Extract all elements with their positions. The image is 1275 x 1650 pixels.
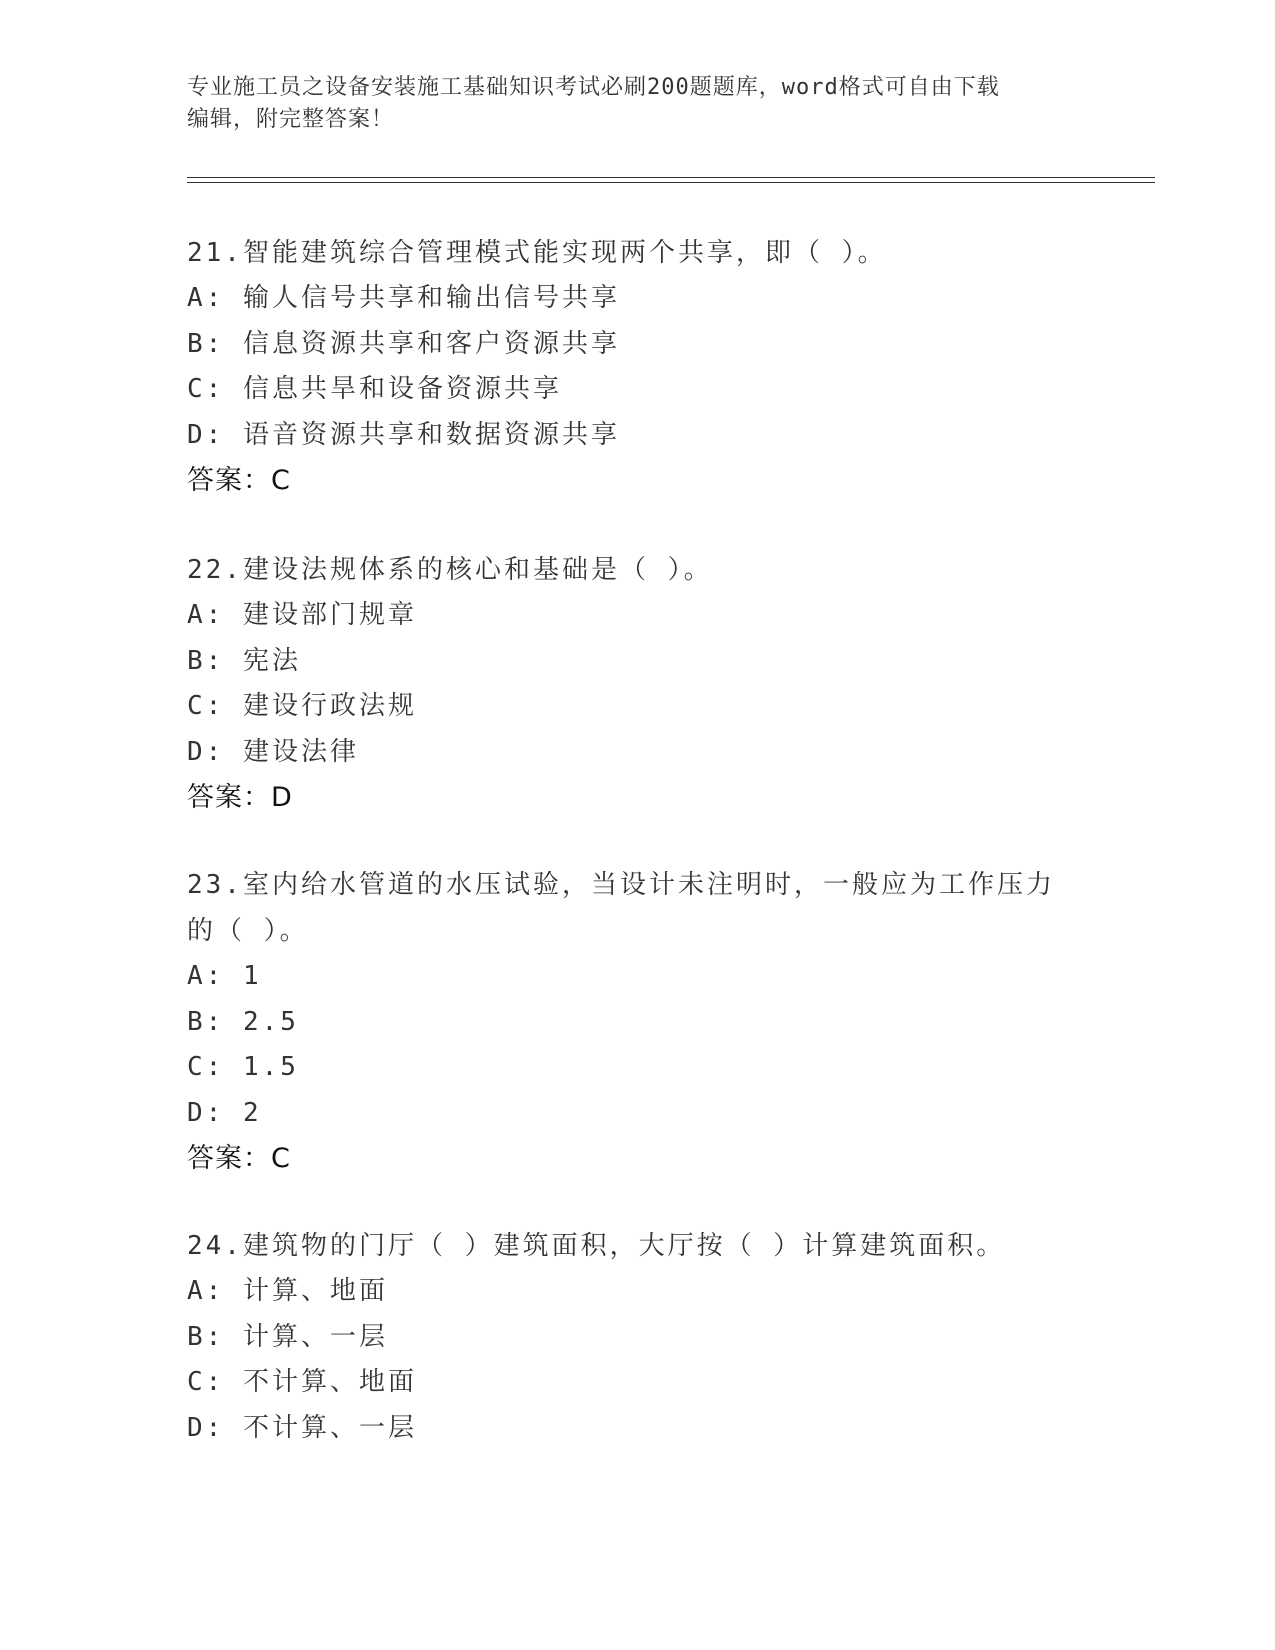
document-header <box>187 72 1067 136</box>
option-a: A: 计算、地面 <box>187 1276 388 1306</box>
option-c: C: 信息共旱和设备资源共享 <box>187 374 562 404</box>
option-b: B: 计算、一层 <box>187 1321 388 1352</box>
header-line-2: 编辑，附完整答案！ <box>187 107 395 132</box>
answer-label: 答案： <box>187 1143 271 1174</box>
question-stem: 22.建设法规体系的核心和基础是（ ）。 <box>187 555 713 585</box>
option-b: B: 宪法 <box>187 645 301 676</box>
header-rule-top <box>187 177 1155 178</box>
option-d: D: 2 <box>187 1097 262 1128</box>
question-23 <box>187 862 1057 1182</box>
answer-value: C <box>271 1143 291 1174</box>
question-24 <box>187 1223 1087 1451</box>
question-stem: 21.智能建筑综合管理模式能实现两个共享，即（ ）。 <box>187 238 887 268</box>
answer-label: 答案： <box>187 782 271 813</box>
option-d: D: 建设法律 <box>187 736 359 767</box>
option-a: A: 1 <box>187 961 262 991</box>
answer-label: 答案： <box>187 465 271 496</box>
header-line-1: 专业施工员之设备安装施工基础知识考试必刷200题题库，word格式可自由下载 <box>187 75 1000 100</box>
option-d: D: 语音资源共享和数据资源共享 <box>187 419 620 450</box>
option-b: B: 信息资源共享和客户资源共享 <box>187 328 620 359</box>
answer-line <box>187 1136 1057 1182</box>
question-stem: 23.室内给水管道的水压试验，当设计未注明时，一般应为工作压力的（ ）。 <box>187 870 1055 946</box>
question-21 <box>187 230 1087 504</box>
option-c: C: 1.5 <box>187 1052 299 1082</box>
header-rule-bottom <box>187 182 1155 183</box>
option-b: B: 2.5 <box>187 1006 299 1037</box>
option-d: D: 不计算、一层 <box>187 1412 417 1443</box>
option-a: A: 输人信号共享和输出信号共享 <box>187 283 620 313</box>
option-c: C: 不计算、地面 <box>187 1367 417 1397</box>
option-c: C: 建设行政法规 <box>187 691 417 721</box>
answer-value: D <box>271 782 293 813</box>
answer-line <box>187 775 1087 821</box>
answer-value: C <box>271 465 291 496</box>
answer-line <box>187 458 1087 504</box>
question-stem: 24.建筑物的门厅（ ）建筑面积，大厅按（ ）计算建筑面积。 <box>187 1231 1006 1261</box>
question-22 <box>187 547 1087 821</box>
option-a: A: 建设部门规章 <box>187 600 417 630</box>
